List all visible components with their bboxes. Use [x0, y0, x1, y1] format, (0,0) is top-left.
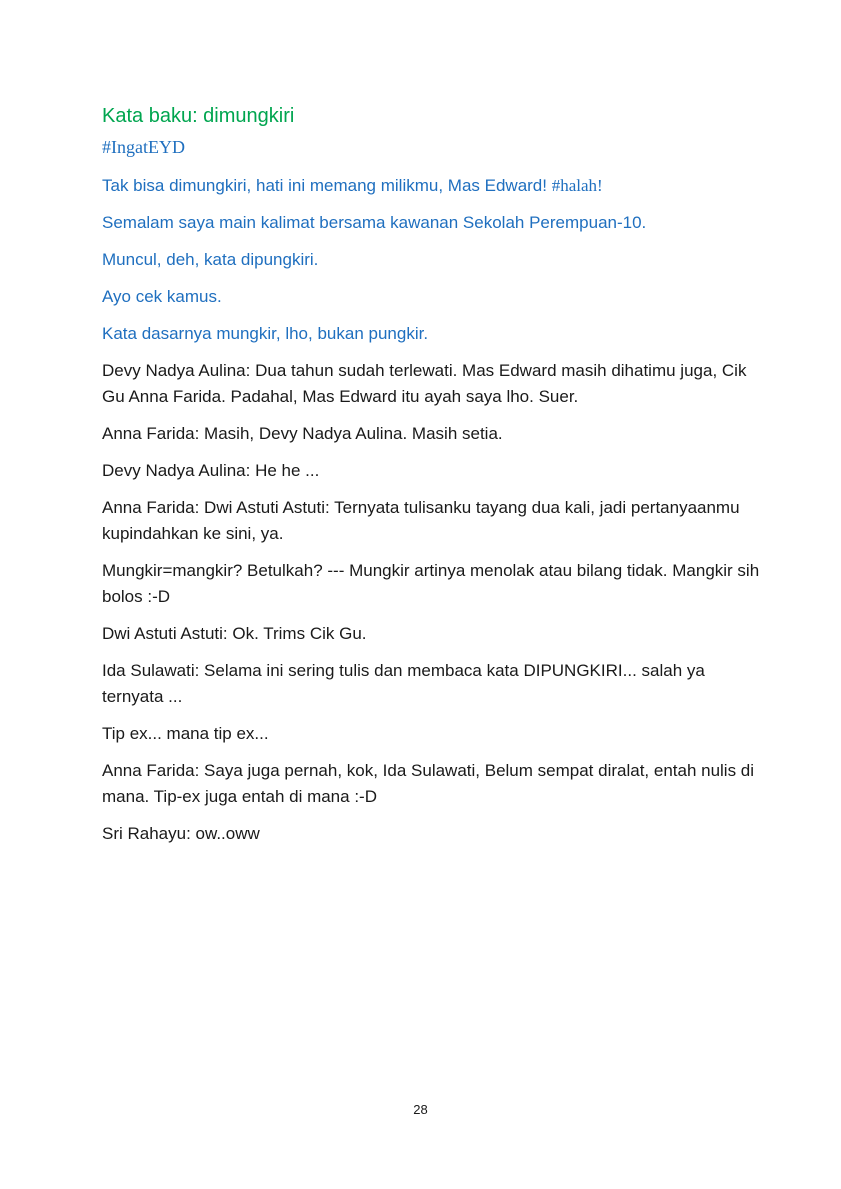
- comment-paragraph: Anna Farida: Saya juga pernah, kok, Ida Sulawati, Belum sempat diralat, entah nulis di mana. Tip-ex juga entah di mana :-D: [102, 761, 759, 806]
- intro-paragraph: Muncul, deh, kata dipungkiri.: [102, 250, 319, 269]
- comment-paragraph: Sri Rahayu: ow..oww: [102, 824, 260, 843]
- comment-paragraph: Tip ex... mana tip ex...: [102, 724, 269, 743]
- comment-paragraph: Mungkir=mangkir? Betulkah? --- Mungkir artinya menolak atau bilang tidak. Mangkir sih bolos :-D: [102, 561, 764, 606]
- intro-text: Tak bisa dimungkiri, hati ini memang milikmu, Mas Edward!: [102, 176, 552, 195]
- intro-paragraph: Ayo cek kamus.: [102, 287, 222, 306]
- comment-paragraph: Ida Sulawati: Selama ini sering tulis dan membaca kata DIPUNGKIRI... salah ya ternyata ...: [102, 661, 710, 706]
- comment-paragraph: Anna Farida: Masih, Devy Nadya Aulina. Masih setia.: [102, 424, 503, 443]
- page-number: 28: [413, 1102, 428, 1117]
- comment-paragraph: Devy Nadya Aulina: He he ...: [102, 461, 320, 480]
- hashtag: #IngatEYD: [102, 137, 185, 157]
- intro-paragraph: Kata dasarnya mungkir, lho, bukan pungkir.: [102, 324, 429, 343]
- intro-tail: #halah!: [551, 176, 603, 195]
- comment-paragraph: Devy Nadya Aulina: Dua tahun sudah terlewati. Mas Edward masih dihatimu juga, Cik Gu Anna Farida. Padahal, Mas Edward itu ayah saya lho. Suer.: [102, 361, 752, 406]
- page-title: Kata baku: dimungkiri: [102, 105, 295, 127]
- comment-paragraph: Dwi Astuti Astuti: Ok. Trims Cik Gu.: [102, 624, 367, 643]
- intro-paragraph: [102, 173, 762, 199]
- intro-paragraph: Semalam saya main kalimat bersama kawanan Sekolah Perempuan-10.: [102, 213, 647, 232]
- comment-paragraph: Anna Farida: Dwi Astuti Astuti: Ternyata tulisanku tayang dua kali, jadi pertanyaanmu kupindahkan ke sini, ya.: [102, 498, 745, 543]
- page-content: [102, 103, 762, 858]
